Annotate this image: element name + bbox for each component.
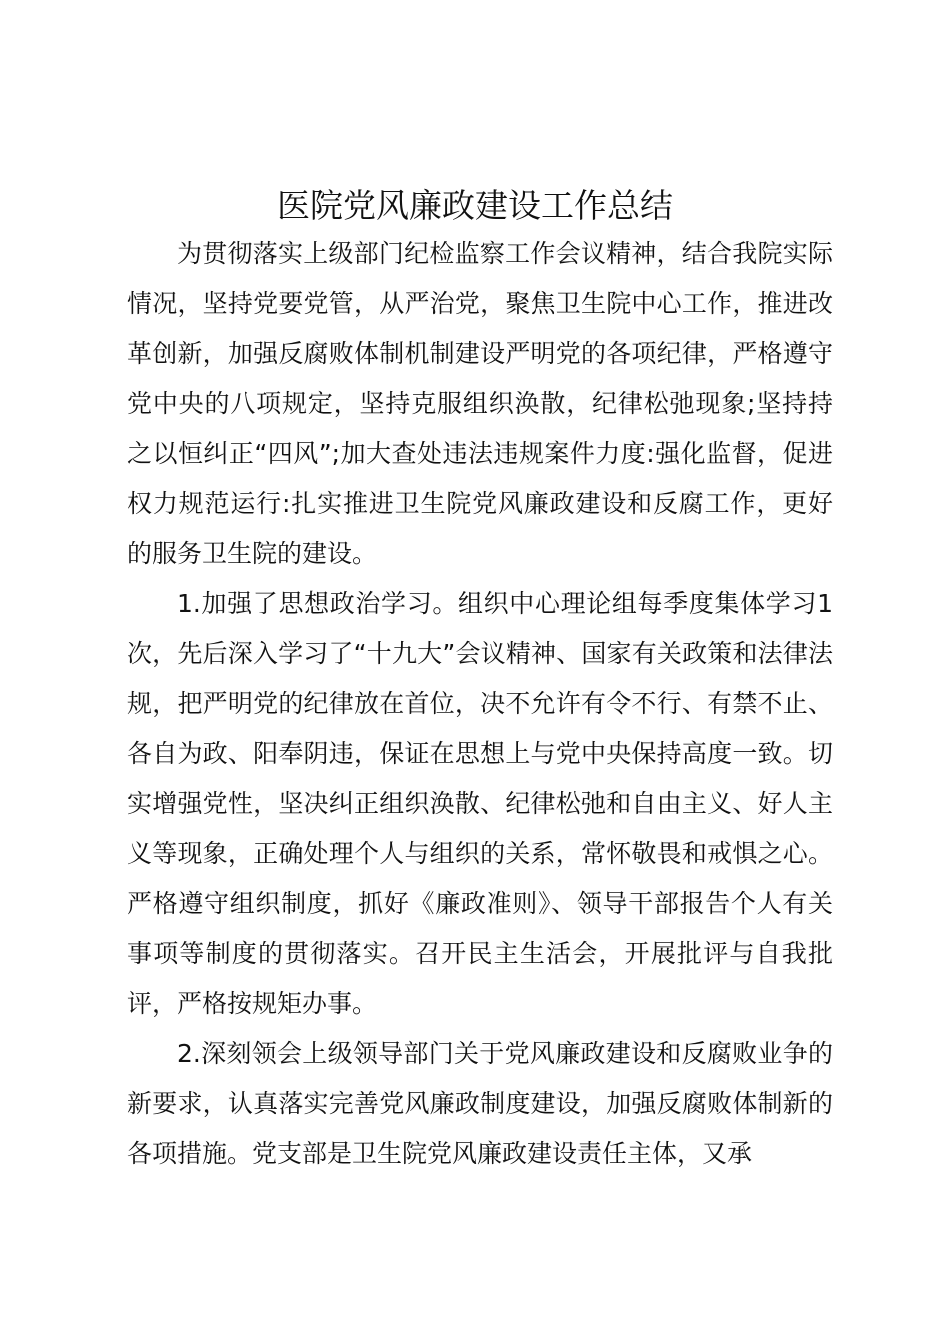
paragraph-item-1: 1.加强了思想政治学习。组织中心理论组每季度集体学习1次，先后深入学习了“十九大”会议精神、国家有关政策和法律法规，把严明党的纪律放在首位，决不允许有令不行、有禁不止、各自为政、阳奉阴违，保证在思想上与党中央保持高度一致。切实增强党性，坚决纠正组织涣散、纪律松弛和自由主义、好人主义等现象，正确处理个人与组织的关系，常怀敬畏和戒惧之心。严格遵守组织制度，抓好《廉政准则》、领导干部报告个人有关事项等制度的贯彻落实。召开民主生活会，开展批评与自我批评，严格按规矩办事。 xyxy=(127,589,833,1018)
paragraph-intro: 为贯彻落实上级部门纪检监察工作会议精神，结合我院实际情况，坚持党要党管，从严治党，聚焦卫生院中心工作，推进改革创新，加强反腐败体制机制建设严明党的各项纪律，严格遵守党中央的八项规定，坚持克服组织涣散，纪律松弛现象;坚持持之以恒纠正“四风”;加大查处违法违规案件力度:强化监督，促进权力规范运行:扎实推进卫生院党风廉政建设和反腐工作，更好的服务卫生院的建设。 xyxy=(127,239,833,568)
document-title: 医院党风廉政建设工作总结 xyxy=(277,186,673,225)
paragraph-item-2: 2.深刻领会上级领导部门关于党风廉政建设和反腐败业争的新要求，认真落实完善党风廉政制度建设，加强反腐败体制新的各项措施。党支部是卫生院党风廉政建设责任主体，又承 xyxy=(127,1039,833,1168)
document-body xyxy=(127,229,833,1179)
